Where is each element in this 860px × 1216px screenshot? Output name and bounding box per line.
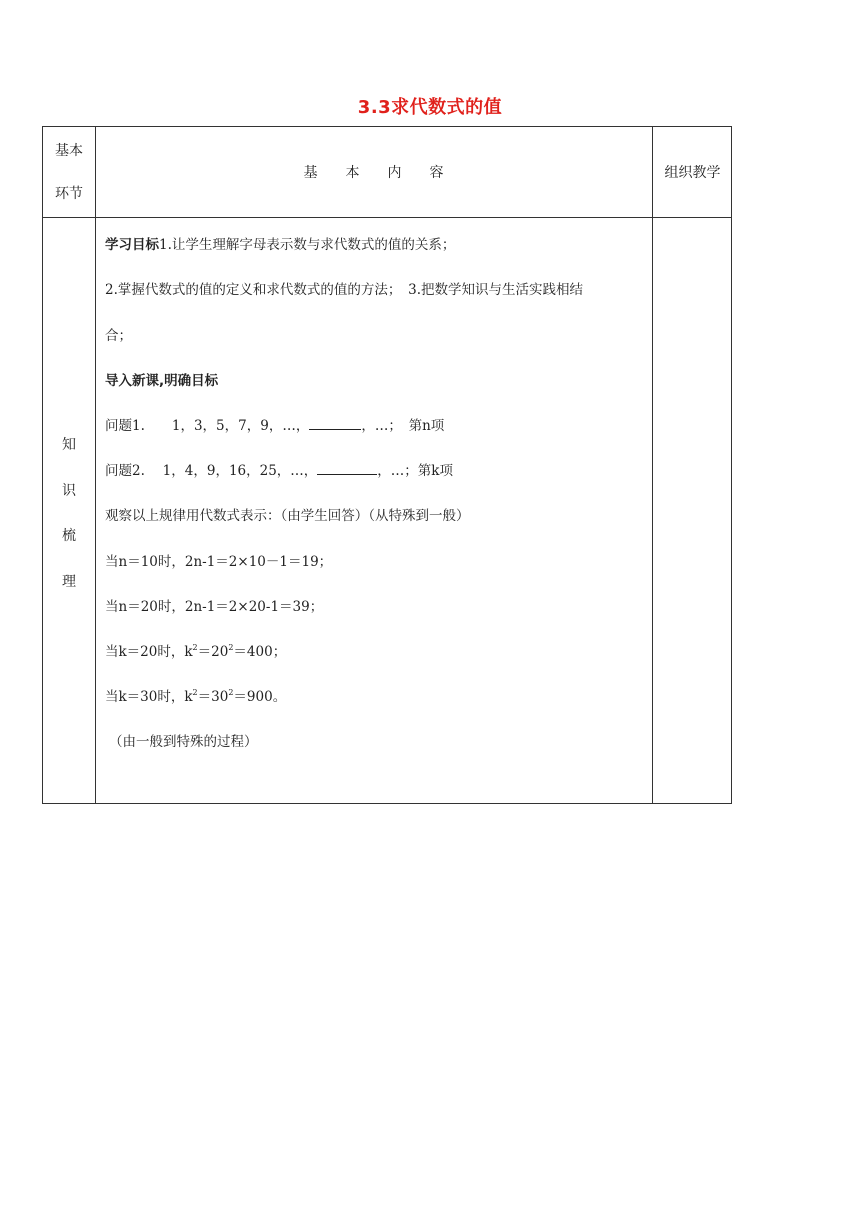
column-divider: [652, 127, 653, 803]
goal-line-2-cont: 合；: [105, 328, 132, 344]
question-2-tail: ，…；第k项: [377, 463, 453, 479]
page-title: 3.3求代数式的值: [357, 97, 503, 118]
answer-blank: [317, 462, 377, 475]
equation-1: 当n＝10时，2n-1＝2×10－1＝19；: [105, 554, 333, 570]
goal-text: 1.让学生理解字母表示数与求代数式的值的关系；: [159, 237, 456, 253]
question-2: [105, 459, 453, 479]
header-content-char: 本: [345, 165, 360, 181]
question-2-text: 问题2. 1，4，9，16，25，…，: [105, 463, 318, 479]
header-content: [95, 164, 652, 182]
equation-3-part: ＝20: [197, 644, 229, 660]
equation-3-part: ＝400；: [233, 644, 287, 660]
equation-2: 当n＝20时，2n-1＝2×20-1＝39；: [105, 599, 324, 615]
equation-4: [105, 685, 286, 705]
side-char: 知: [62, 437, 76, 453]
question-1: [105, 414, 444, 434]
intro-heading: 导入新课,明确目标: [105, 373, 219, 389]
header-content-char: 内: [387, 165, 402, 181]
side-char: 梳: [62, 528, 76, 544]
lesson-table: [42, 126, 732, 804]
process-note: （由一般到特殊的过程）: [109, 734, 258, 750]
column-divider: [95, 127, 96, 803]
side-char: 识: [62, 483, 76, 499]
equation-3-part: 当k＝20时，k: [105, 644, 193, 660]
exponent: 2: [228, 688, 234, 697]
exponent: 2: [192, 643, 198, 652]
side-char: 理: [62, 574, 76, 590]
header-row-divider: [43, 217, 731, 218]
equation-3: [105, 640, 286, 660]
goal-line: [105, 233, 455, 253]
question-1-text: 问题1. 1，3，5，7，9，…，: [105, 418, 310, 434]
equation-4-part: 当k＝30时，k: [105, 689, 193, 705]
header-organize: 组织教学: [664, 165, 721, 181]
header-content-char: 基: [303, 165, 318, 181]
exponent: 2: [192, 688, 198, 697]
header-content-char: 容: [429, 165, 444, 181]
goal-label: 学习目标: [105, 237, 159, 253]
observe-line: 观察以上规律用代数式表示：（由学生回答）（从特殊到一般）: [105, 508, 470, 524]
exponent: 2: [228, 643, 234, 652]
goal-line-2: 2.掌握代数式的值的定义和求代数式的值的方法； 3.把数学知识与生活实践相结: [105, 282, 584, 298]
answer-blank: [309, 417, 361, 430]
header-stage-line2: 环节: [55, 186, 83, 202]
equation-4-part: ＝900。: [233, 689, 287, 705]
question-1-tail: ，…； 第n项: [361, 418, 445, 434]
equation-4-part: ＝30: [197, 689, 229, 705]
header-stage-line1: 基本: [55, 143, 83, 159]
